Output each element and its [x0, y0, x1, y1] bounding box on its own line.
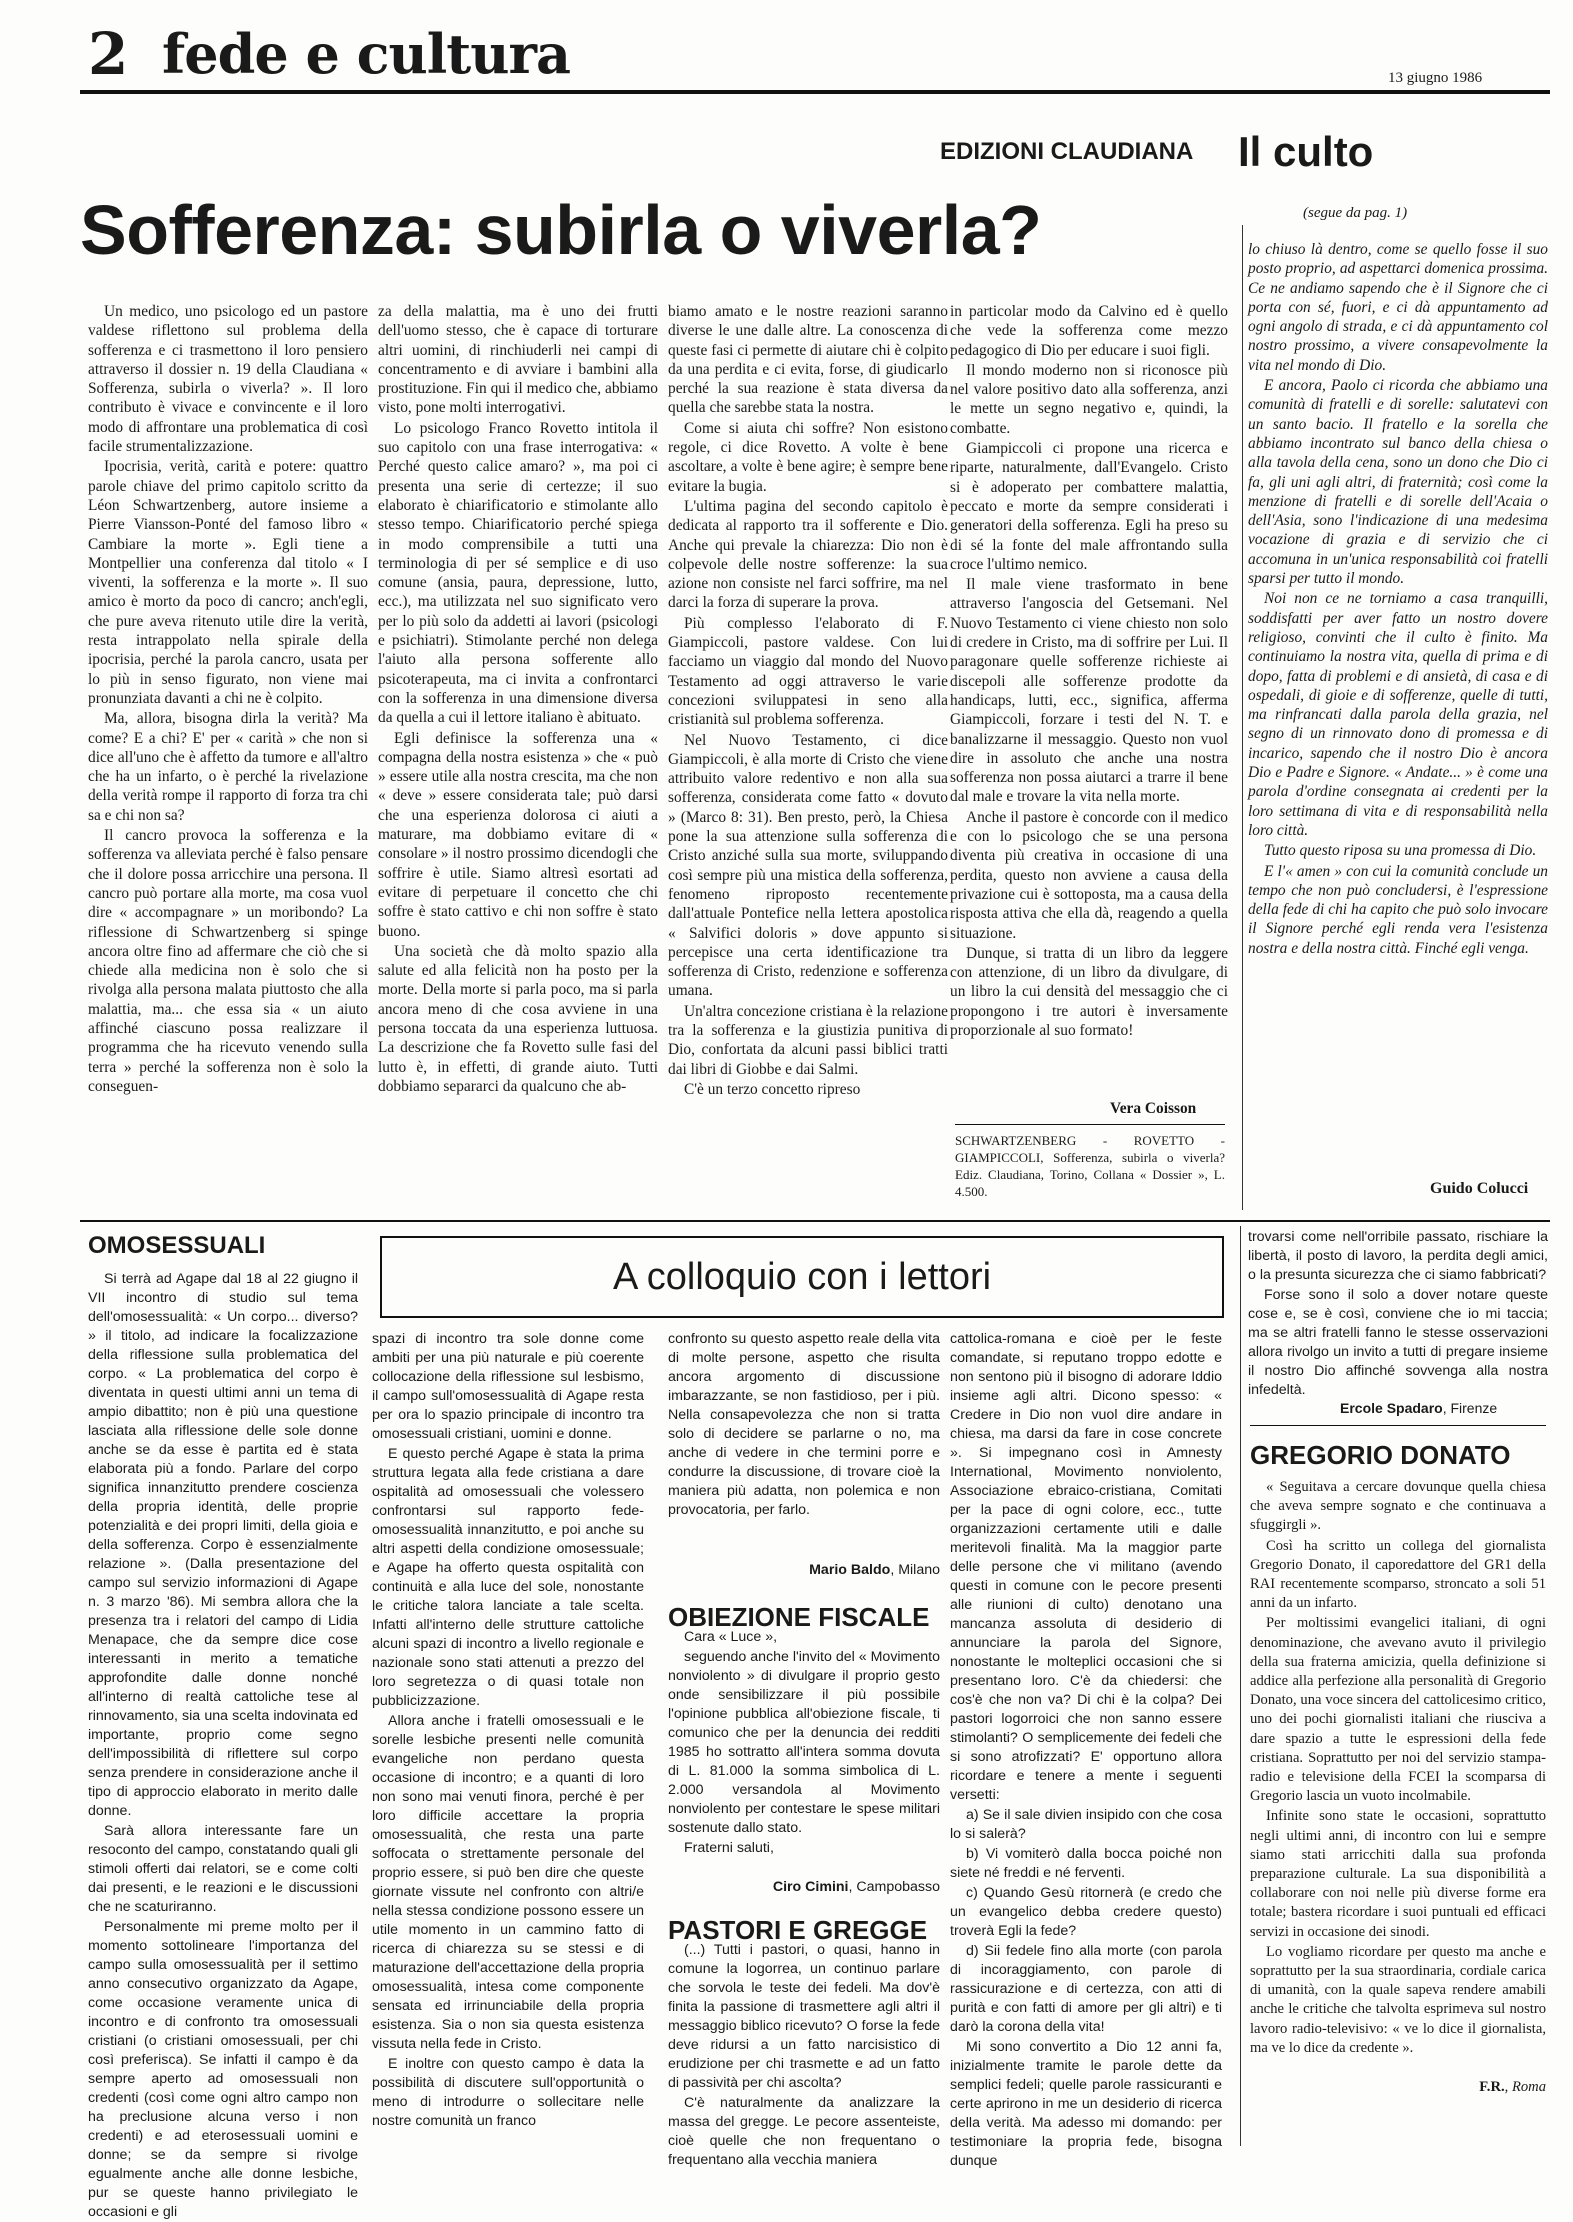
- gregorio-paragraph: Infinite sono state le occasioni, soprattutto negli ultimi anni, di incontro con lui e sempre siamo stati arricchiti dalla sua profonda preparazione culturale. La sua disponibilità a collaborare con noi nelle più diverse forme era totale; bastera ricordare i suoi puntuali ed efficaci servizi in occasione dei sinodi.: [1250, 1808, 1546, 1940]
- omosessuali-paragraph: confronto su questo aspetto reale della vita di molte persone, aspetto che risulta ancora argomento di discussione imbarazzante, se non fastidioso, per i più. Nella consapevolezza che non si tratta solo di decidere se parlarne o no, ma anche di vedere in che termini porre e condurre la discussione, di trovare cioè la maniera più adatta, non polemica e non provocatoria, per farlo.: [668, 1331, 940, 1518]
- sofferenza-paragraph: C'è un terzo concetto ripreso: [684, 1080, 861, 1098]
- spadaro-signature: Ercole Spadaro, Firenze: [1340, 1400, 1498, 1416]
- obiezione-title: OBIEZIONE FISCALE: [668, 1602, 930, 1632]
- obiezione-paragraph: Fraterni saluti,: [684, 1840, 774, 1856]
- culto-author: Guido Colucci: [1430, 1180, 1529, 1197]
- section-title: fede e cultura: [162, 22, 570, 86]
- biblio-rule: [955, 1124, 1225, 1125]
- gregorio-city: Roma: [1511, 2079, 1546, 2096]
- lettere-col-5: [1248, 1228, 1548, 1418]
- masthead-rule: [80, 90, 1550, 94]
- gregorio-text: [1250, 1478, 1546, 2128]
- omosessuali-paragraph: spazi di incontro tra sole donne come ambiti per una più naturale e più coerente collocazione della riflessione sul lesbismo, il campo sull'omosessualità di Agape resta per ora lo spazio principale di incontro tra omosessuali cristiani, uomini e donne.: [372, 1331, 644, 1442]
- culto-paragraph: E l'« amen » con cui la comunità conclude un tempo che non può concludersi, è l'espressione della fede di chi ha capito che può solo invocare il Signore perché egli renda vera l'esistenza nostra e della nostra città. Finché egli venga.: [1248, 862, 1548, 957]
- omosessuali-title: OMOSESSUALI: [88, 1232, 266, 1259]
- obiezione-paragraph: seguendo anche l'invito del « Movimento nonviolento » di divulgare il proprio gesto onde sensibilizzare il più possibile l'opinione pubblica all'obiezione fiscale, ti comunico che per la denuncia dei redditi 1985 ho sottratto all'intera somma dovuta di L. 81.000 la somma simbolica di L. 2.000 versandola al Movimento nonviolento per contestare le spese militari sostenute dallo stato.: [668, 1649, 940, 1836]
- sofferenza-paragraph: Un'altra concezione cristiana è la relazione tra la sofferenza e la giustizia punitiva di Dio, confortata da alcuni passi biblici tratti dai libri di Giobbe e dai Salmi.: [668, 1002, 948, 1078]
- sofferenza-paragraph: Dunque, si tratta di un libro da leggere con attenzione, di un libro da divulgare, di un libro la cui densità del messaggio che ci propongono i tre autori è inversamente proporzionale al suo formato!: [950, 944, 1228, 1039]
- page-number: 2: [88, 20, 129, 88]
- obiezione-signature: Ciro Cimini, Campobasso: [772, 1879, 940, 1895]
- spadaro-city: Firenze: [1450, 1400, 1498, 1416]
- pastori-title: PASTORI E GREGGE: [668, 1915, 928, 1945]
- sofferenza-col-4: [950, 302, 1228, 1122]
- issue-date: 13 giugno 1986: [1388, 70, 1483, 86]
- omosessuali-paragraph: E questo perché Agape è stata la prima struttura legata alla fede cristiana a dare ospitalità ad omosessuali che volessero confrontarsi sul rapporto fede-omosessualità innanzitutto, e poi anche su altri aspetti della condizione omosessuale; e Agape ha offerto questa ospitalità con continuità e alla luce del sole, nonostante le critiche talora lanciate a tale scelta. Infatti all'interno delle strutture cattoliche alcuni spazi di incontro a livello regionale e nazionale sono stati attenuti a prezzo del loro segretezza o di quasi totale non pubblicizzazione.: [372, 1446, 644, 1709]
- sofferenza-paragraph: Il male viene trasformato in bene attraverso l'angoscia del Getsemani. Nel Nuovo Testamento ci viene chiesto non solo di credere in Cristo, ma di soffrire per Lui. Il paragonare quelle sofferenze richieste ai discepoli alle sofferenze prodotte da handicaps, lutti, ecc., significa, afferma Giampiccoli, forzare i testi del N. T. e banalizzarne il messaggio. Questo non vuol dire in assoluto che anche una nostra sofferenza non possa aiutarci a trarre il bene dal male e trovare la vita nella morte.: [950, 576, 1228, 806]
- obiezione-city: Campobasso: [856, 1879, 940, 1895]
- culto-continued: (segue da pag. 1): [1303, 205, 1408, 221]
- omosessuali-col-1: [88, 1270, 358, 2220]
- culto-paragraph: E ancora, Paolo ci ricorda che abbiamo una comunità di fratelli e di sorelle: salutatevi con un santo bacio. Il fratello e la sorella che abbiamo incontrato sul banco della chiesa o alla tavola della cena, sono un dono che Dio ci fa, gli uni agli altri, di fraternità; così come la menzione di fratelli e di sorelle dell'Acaia o dell'Asia, sono l'indicazione di una medesima vocazione di grazia e di servizio che ci accomuna in un'unica responsabilità coi fratelli sparsi per tutto il mondo.: [1248, 377, 1548, 588]
- sofferenza-paragraph: Anche il pastore è concorde con il medico e con lo psicologo che se una persona diventa più creativa in occasione di una perdita, questo non avviene a causa della privazione cui è sottoposta, ma a causa della risposta attiva che ella dà, reagendo a quella situazione.: [950, 808, 1228, 942]
- omosessuali-paragraph: Allora anche i fratelli omosessuali e le sorelle lesbiche presenti nelle comunità evangeliche non perdano questa occasione di incontro; e a quanti di loro non sono mai venuti finora, perché è per loro difficile accettare la propria omosessualità, che resta una parte soffocata o strettamente personale del proprio essere, si può ben dire che queste giornate vissute nel confronto con altri/e nella stessa condizione possono essere un utile momento in un cammino fatto di ricerca di chiarezza su se stessi e di maturazione dell'accettazione della propria omosessualità, intesa come componente sensata ed irrinunciabile della propria esistenza. Sia o non sia questa esistenza vissuta nella fede in Cristo.: [372, 1713, 644, 2052]
- lettere-col-4: [950, 1330, 1222, 2169]
- omosessuali-signature: Mario Baldo, Milano: [809, 1562, 940, 1578]
- gregorio-paragraph: « Seguitava a cercare dovunque quella chiesa che aveva sempre sognato e che continuava a sfuggirgli ».: [1250, 1479, 1546, 1534]
- sofferenza-paragraph: Il cancro provoca la sofferenza e la sofferenza va alleviata perché è falso pensare che il dolore possa arricchire una persona. Il cancro può portare alla morte, ma cosa vuol dire « accompagnare » un moribondo? La riflessione di Schwartzenberg si spinge ancora oltre fino ad affermare che ciò che si chiede alla medicina non è solo che si rivolga alla persona malata piuttosto che alla malattia, ma... che essa sia « un aiuto affinché ciascuno possa realizzare il programma che ha ricevuto venendo sulla terra » perché la sofferenza non è solo la conseguen-: [88, 827, 368, 1095]
- sofferenza-paragraph: Ma, allora, bisogna dirla la verità? Ma come? E a chi? E' per « carità » che non si dice all'uno che è affetto da tumore e all'altro che ha un infarto, o è perché la rivelazione della verità rompe il rapporto di forza tra chi sa e chi non sa?: [88, 710, 368, 824]
- sofferenza-biblio: SCHWARTZENBERG - ROVETTO - GIAMPICCOLI, Sofferenza, subirla o viverla? Ediz. Claudiana, Torino, Collana « Dossier », L. 4.500.: [955, 1133, 1225, 1199]
- sofferenza-paragraph: Il mondo moderno non si riconosce più nel valore positivo dato alla sofferenza, anzi le mette un segno negativo e, quindi, la combatte.: [950, 361, 1228, 437]
- section-rule: [80, 1220, 1550, 1222]
- sofferenza-col-2: [378, 302, 658, 1217]
- gregorio-paragraph: Così ha scritto un collega del giornalista Gregorio Donato, il caporedattore del GR1 della RAI recentemente scomparso, stroncato a soli 51 anni da un infarto.: [1250, 1537, 1546, 1612]
- omosessuali-paragraph: Sarà allora interessante fare un resoconto del campo, constatando quali gli stimoli offerti dai relatori, se e come colti dai presenti, e le reazioni e le discussioni che ne scaturiranno.: [88, 1823, 358, 1915]
- sofferenza-paragraph: Lo psicologo Franco Rovetto intitola il suo capitolo con una frase interrogativa: « Perché questo calice amaro? », ma poi ci presenta una serie di certezze; il suo elaborato è chiarificatorio e stimolante allo stesso tempo. Chiarificatorio perché spiega in modo comprensibile a tutti una terminologia di per sé semplice e di uso comune (ansia, paura, depressione, lutto, ecc.), ma utilizzata nel suo significato vero per lo più solo da addetti ai lavori (psicologi e psichiatri). Stimolante perché non delega l'aiuto alla persona sofferente allo psicoterapeuta, ma ci invita a confrontarci con la sofferenza in una dimensione diversa da quella a cui il lettore italiano è abituato.: [378, 419, 658, 727]
- spadaro-paragraph: Forse sono il solo a dover notare queste cose e, se è così, conviene che io mi taccia; ma se altri fratelli fanno le stesse osservazioni allora rivolgo un invito a tutti di pregare insieme il nostro Dio affinché sovvenga alla nostra infedeltà.: [1248, 1287, 1548, 1398]
- omosessuali-paragraph: E inoltre con questo campo è data la possibilità di discutere sull'opportunità o meno di introdurre o sollecitare nelle nostre comunità un franco: [372, 2056, 644, 2129]
- omosessuali-paragraph: Si terrà ad Agape dal 18 al 22 giugno il VII incontro di studio sul tema dell'omosessualità: « Un corpo... diverso? » il titolo, ad indicare la focalizzazione della riflessione sulla problematica del corpo. « La problematica del corpo è diventata in questi ultimi anni un tema di ampio dibattito; non è più una questione lasciata alla riflessione delle sole donne anche se da esse è partita ed è stata elaborata più a fondo. Parlare del corpo significa innanzitutto prendere coscienza della propria identità, delle proprie potenzialità e dei propri limiti, della gioia e della sofferenza. Corpo è essenzialmente relazione ». (Dalla presentazione del campo sul servizio informazioni di Agape n. 3 marzo '86). Mi sembra allora che la presenza tra i relatori del campo di Lidia Menapace, che da sempre dice cose interessanti in merito a tematiche approfondite dalle donne nonché all'interno di realtà cattoliche tese al rinnovamento, sia una scelta indovinata ed importante, proprio come segno dell'impossibilità di riflettere sul corpo senza prendere in considerazione anche il tipo di approccio elaborato in merito dalle donne.: [88, 1271, 358, 1819]
- pastori-paragraph: (...) Tutti i pastori, o quasi, hanno in comune la logorrea, un continuo parlare che sorvola le teste dei fedeli. Ma dov'è finita la passione di trasmettere agli altri il messaggio biblico ricevuto? O forse la fede deve ridursi a un fatto narcisistico di erudizione per chi trasmette e ad un fatto di passività per chi ascolta?: [668, 1942, 940, 2091]
- sofferenza-col-3: [668, 302, 948, 1217]
- pastori-paragraph: cattolica-romana e cioè per le feste comandate, si reputano troppo edotte e non sentono più il bisogno di adorare Iddio insieme agli altri. Dicono spesso: « Credere in Dio non vuol dire andare in chiesa, ma darsi da fare in cose concrete ». Si impegnano così in Amnesty International, Movimento nonviolento, Associazione ebraico-cristiana, Comitati per la pace di ogni colore, ecc., tutte organizzazioni certamente utili e dalle meritevoli finalità. Ma la maggior parte delle persone che vi militano (avendo questi in comune con le pecore presenti alle riunioni di culto) denotano una mancanza assoluta di desiderio di annunciare la parola del Signore, nonostante le molteplici occasioni che si presentano loro. C'è da chiedersi: che cos'è che non va? Di chi è la colpa? Dei pastori logorroici che non sanno essere stimolanti? O semplicemente dei fedeli che si sono atrofizzati? E' opportuno allora ricordare e tenere a mente i seguenti versetti:: [950, 1331, 1222, 1803]
- pastori-verse: a) Se il sale divien insipido con che cosa lo si salerà?: [950, 1807, 1222, 1842]
- obiezione-paragraph: Cara « Luce »,: [684, 1629, 778, 1645]
- culto-paragraph: Noi non ce ne torniamo a casa tranquilli, soddisfatti per aver fatto un nostro dovere religioso, convinti che il culto è finito. Ma continuiamo la nostra vita, quella di prima e di dopo, fatta di problemi e di ansietà, di casa e di ospedali, di gioie e di sofferenze, quelle di tutti, ma rinfrancati dalla parola della grazia, nel segno di un rinnovato dono di promessa e di incarico, sapendo che il nostro Dio è ancora Dio e Padre e Signore. « Andate... » è come una parola d'ordine consegnata ai credenti per la loro settimana di vita e di responsabilità nella loro città.: [1248, 590, 1548, 839]
- culto-paragraph: Tutto questo riposa su una promessa di Dio.: [1264, 842, 1537, 860]
- pastori-verse: d) Sii fedele fino alla morte (con parola di incoraggiamento, con parole di rassicurazione e di certezza, con atti di purità e con fatti di amore per gli altri) e ti darò la corona della vita!: [950, 1943, 1222, 2035]
- sofferenza-paragraph: Egli definisce la sofferenza una « compagna della nostra esistenza » che « può » essere utile alla nostra crescita, ma che non « deve » essere considerata tale; può darsi che una esperienza dolorosa ci aiuti a maturare, ma dobbiamo evitare di « consolare » il nostro prossimo dicendogli che soffrire è utile. Siamo altresì esortati ad evitare di perpetuare il concetto che chi soffre è stato cattivo e chi non soffre è stato buono.: [378, 729, 658, 940]
- gregorio-signature: F.R., Roma: [1479, 2079, 1546, 2096]
- sofferenza-col-1: [88, 302, 368, 1217]
- sofferenza-paragraph: Una società che dà molto spazio alla salute ed alla felicità non ha posto per la morte. Della morte si parla poco, ma si parla ancora meno di che cosa avviene in una persona toccata da una esperienza luttuosa. La descrizione che fa Rovetto sulle fasi del lutto è, in effetti, di grande aiuto. Tutti dobbiamo separarci da qualcuno che ab-: [378, 942, 658, 1095]
- sofferenza-headline: Sofferenza: subirla o viverla?: [80, 191, 1042, 269]
- gregorio-paragraph: Lo vogliamo ricordare per questo ma anche e soprattutto per la sua straordinaria, cordiale carica di umanità, con la quale sapeva rendere amabili anche le critiche che talvolta esprimeva sul nostro lavoro radio-televisivo: « ve lo dice il giornalista, ma ve lo dice da credente ».: [1250, 1943, 1546, 2056]
- pastori-paragraph: C'è naturalmente da analizzare la massa del gregge. Le pecore assenteiste, cioè quelle che non frequentano o frequentano alla vecchia maniera: [668, 2095, 940, 2168]
- spadaro-paragraph: trovarsi come nell'orribile passato, rischiare la libertà, il posto di lavoro, la perdita degli amici, o la presunta sicurezza che ci siamo fabbricati?: [1248, 1229, 1548, 1283]
- sofferenza-paragraph: L'ultima pagina del secondo capitolo è dedicata al rapporto tra il sofferente e Dio. Anche qui prevale la chiarezza: Dio non è colpevole delle nostre sofferenze: la sua azione non consiste nel farci soffrire, ma nel darci la forza di superare la prova.: [668, 497, 948, 612]
- sofferenza-paragraph: Ipocrisia, verità, carità e potere: quattro parole chiave del primo capitolo scritto da Léon Schwartzenberg, autore insieme a Pierre Viansson-Ponté del famoso libro « Cambiare la morte ». Egli tiene a Montpellier una conferenza dal titolo « I viventi, la sofferenza e la morte ». Il suo amico è morto da poco di cancro; anch'egli, che pure aveva ritenuto utile dire la verità, resta intrappolato nella spirale della ipocrisia, perché la parola cancro, usata per lo più in senso figurato, non viene mai pronunziata davanti a chi ne è colpito.: [88, 458, 368, 707]
- culto-paragraph: lo chiuso là dentro, come se quello fosse il suo posto proprio, ad aspettarci domenica prossima. Ce ne andiamo sapendo che è il Signore che ci porta con sé, fuori, e ci dà appuntamento ad ogni angolo di strada, e ci dà appuntamento col nostro prossimo, a vivere consapevolmente la vita nel mondo di Dio.: [1248, 241, 1548, 374]
- lower-divider: [1240, 1226, 1241, 2146]
- colloquio-box: [380, 1236, 1224, 1318]
- sofferenza-paragraph: in particolar modo da Calvino ed è quello che vede la sofferenza come mezzo pedagogico di Dio per educare i suoi figli.: [950, 303, 1228, 359]
- pastori-verse: c) Quando Gesù ritornerà (e credo che un evangelico debba credere questo) troverà Egli la fede?: [950, 1885, 1222, 1939]
- publisher-tag: EDIZIONI CLAUDIANA: [940, 138, 1194, 165]
- spadaro-author: Ercole Spadaro: [1340, 1400, 1443, 1416]
- gregorio-title: GREGORIO DONATO: [1250, 1440, 1511, 1470]
- omosessuali-col-2: [372, 1330, 644, 2150]
- colloquio-title: A colloquio con i lettori: [612, 1255, 992, 1298]
- pastori-verse: b) Vi vomiterò dalla bocca poiché non siete né freddi e né ferventi.: [950, 1846, 1222, 1881]
- omosessuali-city: Milano: [898, 1562, 940, 1578]
- sofferenza-paragraph: Un medico, uno psicologo ed un pastore valdese riflettono sul problema della sofferenza e ci trasmettono il loro pensiero attraverso il dossier n. 19 della Claudiana « Sofferenza, subirla o viverla? ». Il loro contributo è vivace e convincente e il loro modo di affrontare una problematica di così facile strumentalizzazione.: [88, 303, 368, 456]
- culto-divider: [1242, 225, 1243, 1210]
- sofferenza-paragraph: Nel Nuovo Testamento, ci dice Giampiccoli, è alla morte di Cristo che viene attribuito valore redentivo e non alla sua sofferenza, considerata come fatto « dovuto » (Marco 8: 31). Ben presto, però, la Chiesa pone la sua attenzione sulla sofferenza di Cristo anziché sulla sua morte, sviluppando così sempre più una mistica della sofferenza, fenomeno riproposto recentemente dall'attuale Pontefice nella lettera apostolica « Salvifici doloris » dove appunto si percepisce una certa identificazione tra sofferenza di Cristo, redenzione e sofferenza umana.: [668, 731, 948, 1000]
- sofferenza-paragraph: Giampiccoli ci propone una ricerca e riparte, naturalmente, dall'Evangelo. Cristo si è adoperato per combattere malattia, peccato e morte da sempre considerati i generatori della sofferenza. Egli ha preso su di sé la fonte del male affrontando sulla croce l'ultimo nemico.: [950, 440, 1228, 573]
- lettere-col-3: [668, 1330, 940, 2168]
- gregorio-author: F.R.: [1479, 2079, 1505, 2096]
- sofferenza-author: Vera Coisson: [1110, 1100, 1197, 1117]
- gregorio-rule: [1250, 1425, 1546, 1426]
- culto-text: [1248, 240, 1548, 1140]
- pastori-paragraph: Mi sono convertito a Dio 12 anni fa, inizialmente tramite le parole dette da semplici fedeli; quelle parole rassicuranti e certe aprirono in me un desiderio di ricerca della verità. Ma adesso mi domando: per testimoniare la propria fede, bisogna dunque: [950, 2039, 1222, 2169]
- obiezione-author: Ciro Cimini: [772, 1879, 849, 1895]
- omosessuali-paragraph: Personalmente mi preme molto per il momento sottolineare l'importanza del campo sulla omosessualità per il settimo anno consecutivo organizzato da Agape, come occasione veramente unica di incontro e di confronto tra omosessuali cristiani (o cristiani omosessuali, per chi così preferisca). Se infatti il campo è da sempre aperto ad omosessuali non credenti (così come ogni altro campo non ha preclusione alcuna verso i non credenti) e ad eterosessuali uomini e donne; se da sempre si rivolge egualmente anche alle donne lesbiche, pur se queste hanno privilegiato le occasioni e gli: [88, 1919, 358, 2220]
- sofferenza-paragraph: Più complesso l'elaborato di F. Giampiccoli, pastore valdese. Con lui facciamo un viaggio dal mondo del Nuovo Testamento ad oggi attraverso le varie concezioni sviluppatesi in seno alla cristianità sul problema sofferenza.: [668, 614, 948, 729]
- culto-title: Il culto: [1238, 128, 1374, 175]
- sofferenza-paragraph: Come si aiuta chi soffre? Non esistono regole, ci dice Rovetto. A volte è bene ascoltare, a volte è bene agire; è sempre bene evitare la bugia.: [668, 419, 948, 495]
- omosessuali-author: Mario Baldo: [809, 1562, 891, 1578]
- sofferenza-paragraph: biamo amato e le nostre reazioni saranno diverse le une dalle altre. La conoscenza di queste fasi ci permette di aiutare chi è colpito da una perdita e ci evita, forse, di giudicarlo perché la sua reazione è stata diversa da quella che sarebbe stata la nostra.: [668, 303, 948, 417]
- gregorio-paragraph: Per moltissimi evangelici italiani, di ogni denominazione, che avevano avuto il privilegio della sua fraterna amicizia, quella definizione si addice alla perfezione alla personalità di Gregorio Donato, una voce sincera del cattolicesimo critico, uno dei pochi giornalisti italiani che riusciva a dare spazio a tutte le espressioni della fede cristiana. Soprattutto per noi del servizio stampa-radio e televisione della FCEI la scomparsa di Gregorio lascia un vuoto incolmabile.: [1250, 1615, 1546, 1805]
- sofferenza-paragraph: za della malattia, ma è uno dei frutti dell'uomo stesso, che è capace di torturare altri uomini, di rinchiuderli nei campi di concentramento e di avviare i bambini alla prostituzione. Fin qui il medico che, abbiamo visto, pone molti interrogativi.: [378, 303, 658, 417]
